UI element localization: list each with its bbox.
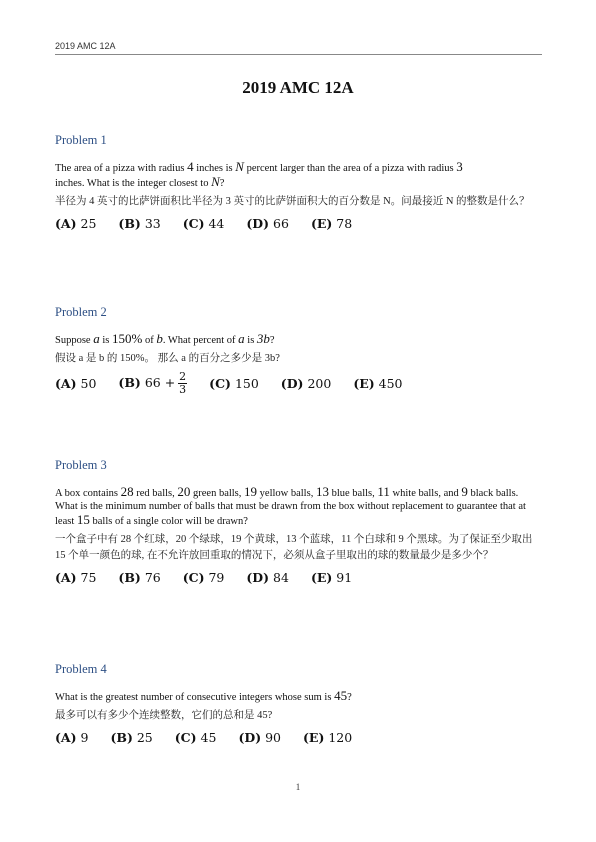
choice-label: (A): [55, 376, 77, 391]
choice-label: (E): [310, 570, 333, 585]
choice-label: (E): [353, 376, 375, 391]
math-term: 19: [244, 484, 258, 499]
choice-value: 66: [273, 216, 289, 231]
math-term: a: [93, 331, 100, 346]
math-term: 15: [76, 512, 90, 527]
math-term: N: [235, 159, 244, 174]
choice-label: (E): [303, 730, 325, 745]
problem-2: [55, 305, 545, 396]
fraction-denominator: 3: [179, 383, 187, 396]
choice-b: [110, 730, 152, 745]
problem-heading: Problem 4: [55, 662, 107, 676]
problem-translation: 一个盒子中有 28 个红球，20 个绿球，19 个黄球，13 个蓝球，11 个白球和 9 个黑球。为了保证至少取出 15 个单一颜色的球, 在不允许放回重取的情况下，必须从盒子里取出的球的数量最少是多少个？: [55, 534, 533, 561]
fraction-numerator: 2: [179, 370, 187, 383]
choice-value: 120: [328, 730, 353, 745]
choice-label: (A): [55, 570, 77, 585]
statement-text: blue balls,: [328, 488, 378, 499]
choice-value: 76: [144, 570, 161, 585]
choice-value: 84: [273, 570, 289, 585]
page-number: 1: [295, 782, 301, 792]
choice-label: (C): [209, 376, 231, 391]
choice-a: [55, 570, 96, 585]
choice-label: (D): [246, 216, 270, 231]
choice-label: (D): [280, 376, 304, 391]
choice-value: 9: [80, 730, 89, 745]
choice-e: [353, 376, 402, 391]
fraction: [178, 371, 187, 396]
choice-d: [238, 730, 281, 745]
document-title: 2019 AMC 12A: [242, 78, 354, 97]
answer-choices: [55, 371, 545, 396]
choice-label: (C): [182, 570, 205, 585]
math-term: 3: [456, 159, 463, 174]
choice-e: [303, 730, 352, 745]
problem-statement: [55, 332, 545, 347]
math-term: 4: [187, 159, 194, 174]
choice-label: (E): [310, 216, 333, 231]
math-term: 11: [377, 484, 390, 499]
choice-d: [246, 216, 289, 231]
answer-choices: [55, 570, 545, 585]
choice-b: [118, 570, 160, 585]
choice-label: (C): [174, 730, 197, 745]
math-term: N: [211, 174, 220, 189]
choice-d: [246, 570, 289, 585]
choice-a: [55, 376, 96, 391]
answer-choices: [55, 216, 545, 231]
choice-value: 25: [80, 216, 97, 231]
statement-text: ?: [347, 692, 352, 703]
problem-statement: [55, 689, 545, 704]
choice-value: 79: [208, 570, 225, 585]
choice-label: (C): [182, 216, 205, 231]
choice-label: (B): [118, 216, 141, 231]
problem-heading: Problem 1: [55, 133, 107, 147]
statement-text: white balls, and: [389, 488, 462, 499]
math-term: 20: [177, 484, 191, 499]
statement-text: is: [244, 335, 257, 346]
problem-translation: 最多可以有多少个连续整数，它们的总和是 45?: [55, 710, 273, 721]
choice-value: 33: [144, 216, 161, 231]
math-term: 45: [334, 688, 348, 703]
problem-3: [55, 458, 545, 585]
choice-c: [175, 730, 217, 745]
choice-b: [118, 371, 187, 396]
running-header: 2019 AMC 12A: [55, 41, 116, 51]
statement-text: inches is: [193, 163, 236, 174]
statement-text: A box contains: [55, 488, 121, 499]
statement-text: . What percent of: [162, 335, 239, 346]
header-divider: [55, 54, 542, 55]
choice-d: [281, 376, 332, 391]
statement-text: Suppose: [55, 335, 94, 346]
statement-text: yellow balls,: [257, 488, 316, 499]
choice-label: (A): [55, 730, 77, 745]
choice-label: (B): [118, 570, 141, 585]
choice-b: [118, 216, 160, 231]
choice-label: (B): [118, 375, 141, 390]
problem-heading: Problem 3: [55, 458, 107, 472]
statement-text: black balls. What is the minimum number of balls that must be drawn from the box without replacement to guarantee that at least: [55, 488, 526, 527]
statement-text: ?: [219, 178, 225, 189]
choice-value: 45: [200, 730, 217, 745]
statement-text: red balls,: [133, 488, 178, 499]
choice-a: [55, 216, 96, 231]
statement-text: The area of a pizza with radius: [55, 163, 188, 174]
choice-label: (D): [246, 570, 270, 585]
choice-c: [183, 570, 225, 585]
choice-label: (A): [55, 216, 77, 231]
problem-statement: [55, 485, 535, 528]
problem-heading: Problem 2: [55, 305, 107, 319]
choice-value: 78: [336, 216, 353, 231]
math-term: 3b: [256, 331, 270, 346]
statement-text: balls of a single color will be drawn?: [89, 516, 248, 527]
statement-text: inches. What is the integer closest to: [55, 178, 212, 189]
statement-text: of: [142, 335, 157, 346]
problem-statement: [55, 160, 485, 190]
answer-choices: [55, 730, 545, 745]
problem-translation: 半径为 4 英寸的比萨饼面积比半径为 3 英寸的比萨饼面积大的百分数是 N。问最接近 N 的整数是什么？: [55, 196, 530, 207]
problem-translation: 假设 a 是 b 的 150%。 那么 a 的百分之多少是 3b?: [55, 353, 280, 364]
choice-value: 44: [208, 216, 225, 231]
choice-value: 90: [265, 730, 281, 745]
statement-text: ?: [269, 335, 275, 346]
choice-value: 66 +: [144, 375, 176, 390]
math-term: b: [156, 331, 163, 346]
choice-value: 75: [80, 570, 97, 585]
choice-value: 25: [136, 730, 153, 745]
math-term: 13: [315, 484, 329, 499]
math-term: 9: [461, 484, 468, 499]
choice-value: 150: [234, 376, 259, 391]
problem-4: [55, 662, 545, 745]
choice-value: 50: [80, 376, 97, 391]
choice-a: [55, 730, 88, 745]
choice-e: [311, 570, 352, 585]
choice-label: (B): [110, 730, 133, 745]
choice-label: (D): [238, 730, 262, 745]
choice-c: [209, 376, 259, 391]
choice-value: 91: [336, 570, 353, 585]
statement-text: percent larger than the area of a pizza with radius: [243, 163, 457, 174]
choice-value: 450: [378, 376, 403, 391]
math-term: 150%: [111, 331, 143, 346]
statement-text: green balls,: [190, 488, 245, 499]
statement-text: What is the greatest number of consecutive integers whose sum is: [55, 692, 335, 703]
choice-c: [183, 216, 225, 231]
math-term: a: [238, 331, 245, 346]
statement-text: is: [99, 335, 112, 346]
problem-1: [55, 133, 545, 231]
choice-e: [311, 216, 352, 231]
math-term: 28: [120, 484, 134, 499]
choice-value: 200: [307, 376, 332, 391]
